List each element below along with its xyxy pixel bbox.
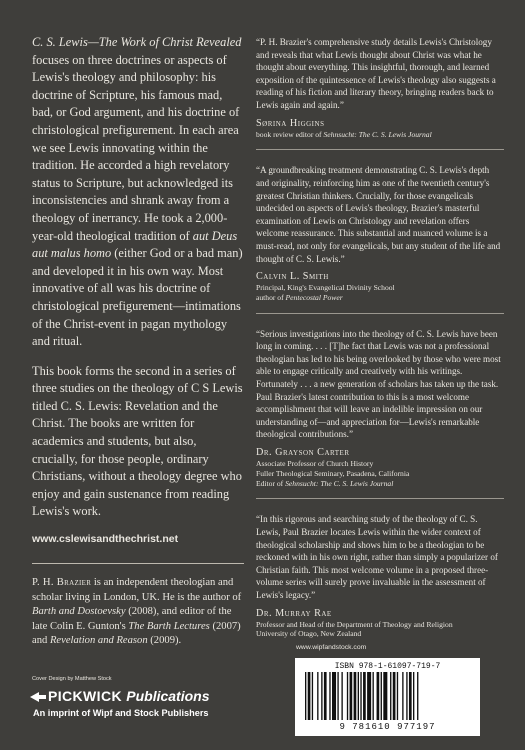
endorsement-divider — [256, 498, 504, 499]
imprint-line: An imprint of Wipf and Stock Publishers — [33, 708, 209, 718]
endorser-name: Dr. Grayson Carter — [256, 447, 350, 459]
bio-text: (2008), and editor of the late Colin E. Gunton's — [32, 606, 232, 632]
bio-book-title: The Barth Lectures — [128, 620, 210, 632]
barcode — [295, 658, 480, 736]
endorser-name: Calvin L. Smith — [256, 271, 329, 283]
endorser-name: Dr. Murray Rae — [256, 607, 332, 619]
endorsement — [256, 36, 504, 150]
barcode-bars — [303, 672, 472, 722]
barcode-digits: 9 781610 977197 — [339, 722, 436, 732]
endorsement — [256, 513, 504, 639]
cover-design-credit: Cover Design by Matthew Stock — [32, 676, 112, 682]
endorser-role — [256, 130, 504, 140]
author-name: P. H. Brazier — [32, 577, 92, 589]
book-description — [32, 34, 244, 521]
description-paragraph-2: This book forms the second in a series of three studies on the theology of C S Lewis titled C. S. Lewis: Revelation and the Christ. The books are written for academics and students, but also, crucially, for those people, ordinary Christians, without a theology degree who enjoy and gain sustenance from reading Lewis's work. — [32, 363, 243, 519]
endorsements-column — [256, 36, 504, 653]
bio-text: (2007) and — [32, 620, 241, 647]
endorsement-quote: “In this rigorous and searching study of the theology of C. S. Lewis, Paul Brazier locates Lewis within the wider context of theological scholarship and shows him to be a theologian to be reckoned with in his own right, rather than simply a popularizer of Christian faith. This most welcome volume in a proposed three-volume series will surely prove invaluable in the assessment of Lewis's legacy.” — [256, 514, 498, 600]
left-column — [32, 34, 244, 649]
endorser-role — [256, 283, 504, 303]
publisher-website[interactable]: www.wipfandstock.com — [296, 644, 367, 651]
publisher-name: PICKWICK — [48, 688, 127, 704]
role-text: author of — [256, 292, 286, 302]
role-text: Principal, King's Evangelical Divinity School — [256, 283, 395, 293]
description-paragraph-1 — [32, 34, 244, 351]
bio-text: (2009). — [147, 635, 182, 647]
pickwick-arrow-icon — [30, 691, 46, 703]
endorsement-quote: “P. H. Brazier's comprehensive study details Lewis's Christology and reveals that what Lewis thought about Christ was what he thought about everything. This insightful, thorough, and learned exposition of the quintessence of Lewis's theology also suggests a reading of his fiction and literary theory, bringing readers back to Lewis again and again.” — [256, 37, 496, 110]
endorsement-divider — [256, 313, 504, 314]
endorsement-quote: “A groundbreaking treatment demonstrating C. S. Lewis's depth and originality, reinforcing him as one of the twentieth century's greatest Christian thinkers. Crucially, for those evangelicals undecided on aspects of Lewis's theology, Brazier's masterful examination of Lewis on Christology and revelation offers welcome reassurance. This substantial and nuanced volume is a must-read, not only for evangelicals, but any student of the life and thought of C. S. Lewis.” — [256, 165, 501, 264]
role-text: University of Otago, New Zealand — [256, 629, 362, 639]
role-publication: Pentecostal Power — [285, 292, 343, 302]
description-lead-title: C. S. Lewis—The Work of Christ Revealed — [32, 35, 242, 49]
description-text: focuses on three doctrines or aspects of Lewis's theology and philosophy: his doctrine of Scripture, his famous mad, bad, or God argument, and his doctrine of christological prefigurement. In each area we see Lewis innovating within the tradition. He accorded a high revelatory status to Scripture, but acknowledged its inconsistencies and shrank away from a theology of inerrancy. He took a 2,000-year-old theological tradition of — [32, 52, 240, 243]
isbn-label: ISBN 978-1-61097-719-7 — [334, 662, 441, 671]
series-website-link[interactable]: www.cslewisandthechrist.net — [32, 533, 179, 546]
role-publication: Sehnsucht: The C. S. Lewis Journal — [323, 129, 432, 139]
author-bio — [32, 576, 244, 649]
publisher-word: Publications — [126, 688, 210, 704]
endorsement-quote: “Serious investigations into the theology of C. S. Lewis have been long in coming. . . . [T]he fact that Lewis was not a professional theologian has led to his being overlooked by those who were most able to engage critically and creatively with his writings. Fortunately . . . a new generation of scholars has taken up the task. Paul Brazier's latest contribution to this is a most welcome accomplishment that will leave an indelible impression on our understanding of—and appreciation for—Lewis's remarkable theological contributions.” — [256, 328, 501, 440]
role-text: book review editor of — [256, 129, 324, 139]
publisher-logo — [30, 688, 210, 704]
role-text: Professor and Head of the Department of Theology and Religion — [256, 619, 453, 629]
endorsement — [256, 328, 504, 500]
endorser-name: Sørina Higgins — [256, 117, 325, 129]
endorser-role — [256, 620, 504, 640]
endorsement — [256, 164, 504, 313]
description-text-end: (either God or a bad man) and developed it in his own way. Most innovative of all was his doctrine of christological prefigurement—intimations of the Christ-event in pagan mythology and ritual. — [32, 246, 243, 349]
role-text: Associate Professor of Church History — [256, 459, 374, 469]
bio-book-title: Barth and Dostoevsky — [32, 606, 126, 618]
latin-phrase: aut Deus aut malus homo — [32, 228, 238, 261]
role-publication: Sehnsucht: The C. S. Lewis Journal — [285, 478, 394, 488]
bio-book-title: Revelation and Reason — [49, 635, 148, 647]
divider — [32, 563, 244, 564]
endorser-role — [256, 459, 504, 488]
endorsement-divider — [256, 149, 504, 150]
role-text: Fuller Theological Seminary, Pasadena, California — [256, 468, 410, 478]
bio-text: is an independent theologian and scholar living in London, UK. He is the author of — [32, 577, 242, 603]
role-text: Editor of — [256, 478, 286, 488]
